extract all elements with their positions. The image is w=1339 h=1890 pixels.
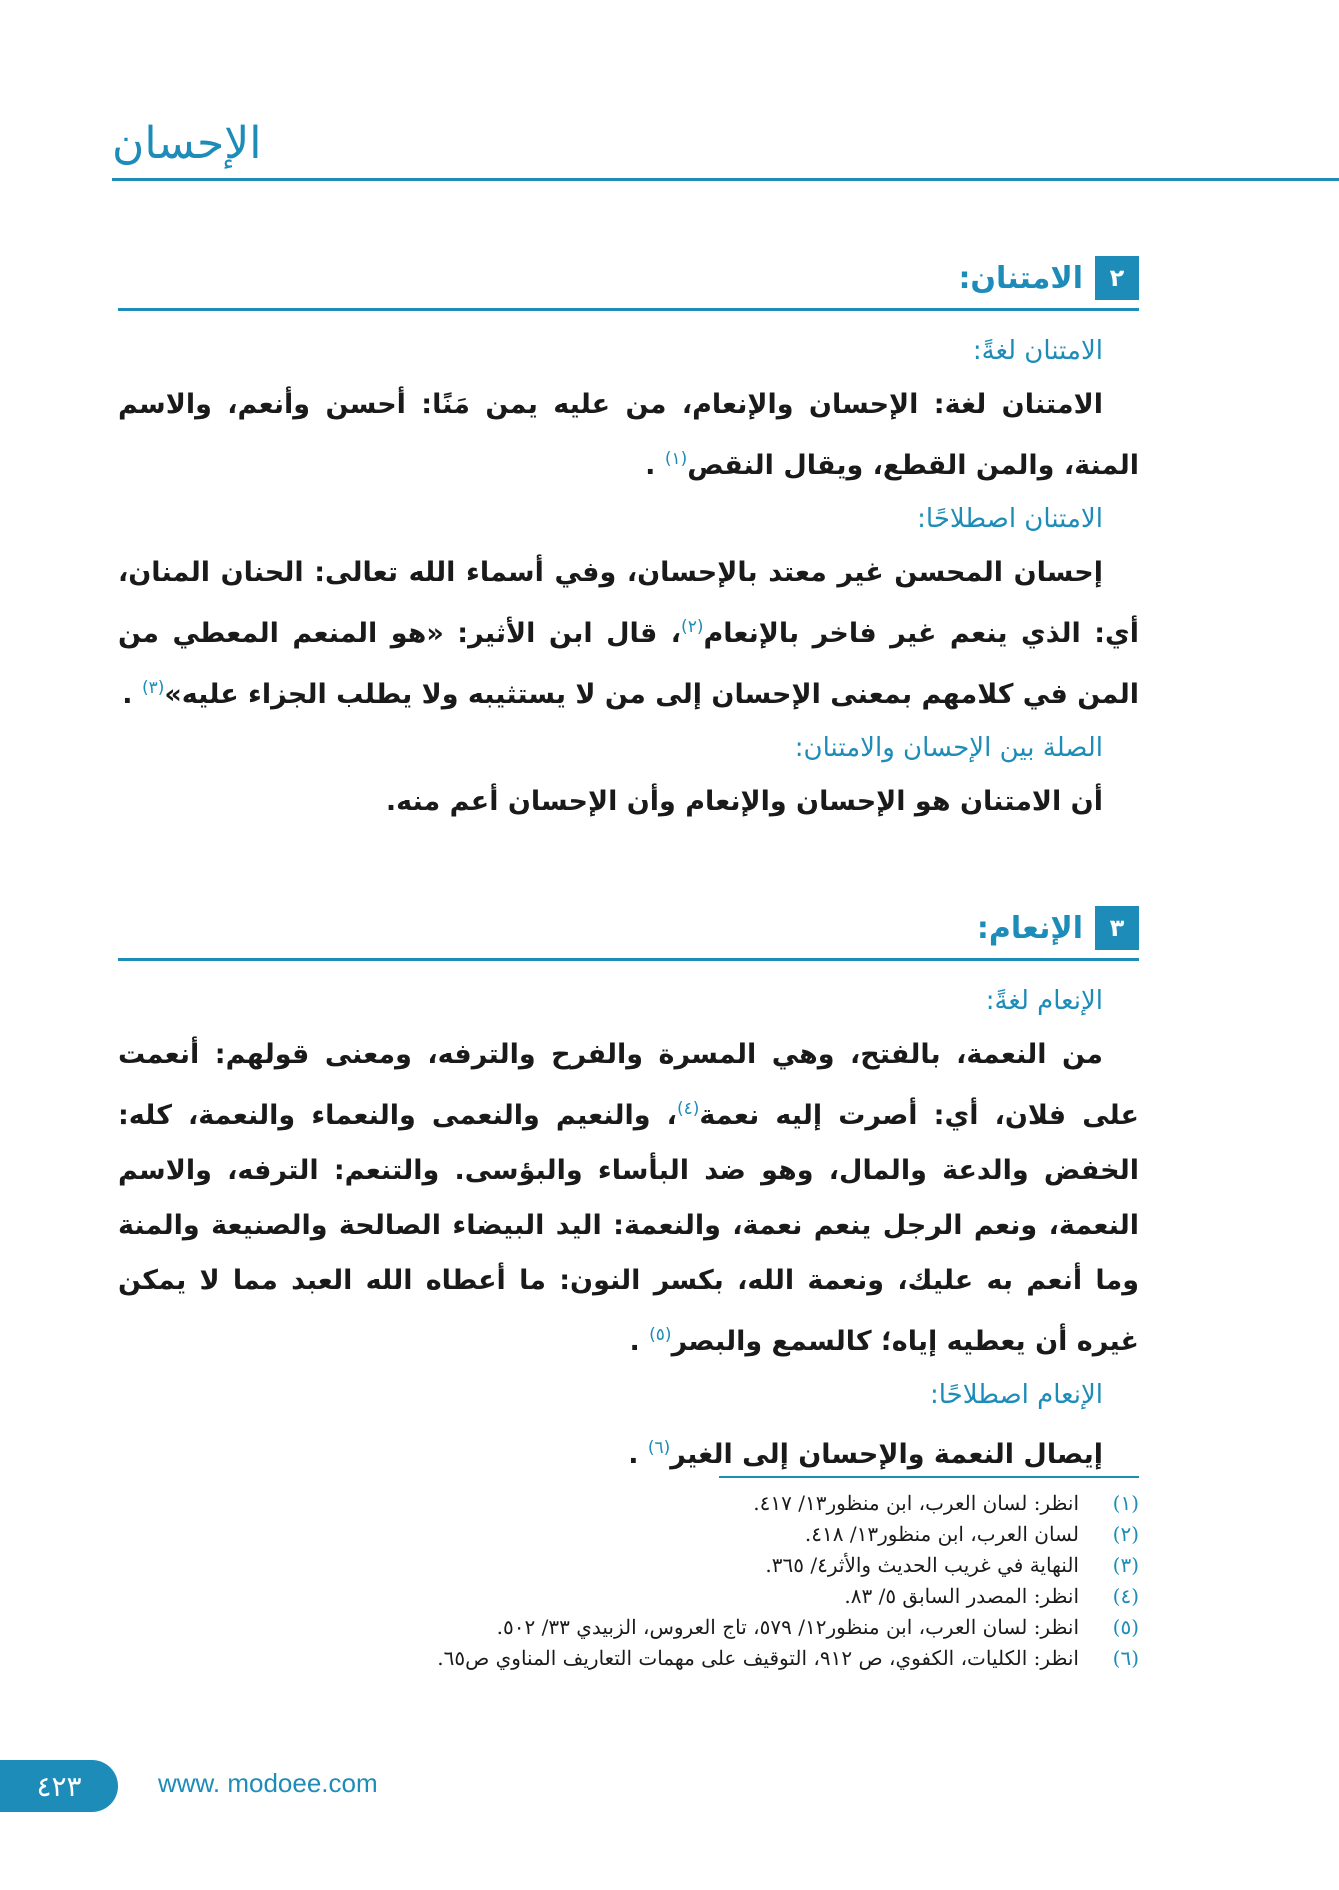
footnote-text: انظر: الكليات، الكفوي، ص ٩١٢، التوقيف على مهمات التعاريف المناوي ص٦٥.: [437, 1646, 1079, 1670]
subheading-relation: الصلة بين الإحسان والامتنان:: [794, 733, 1103, 763]
section-body-inaam: [118, 975, 1139, 1482]
footnote-item: [200, 1581, 1139, 1612]
subheading-term: الإنعام اصطلاحًا:: [929, 1380, 1103, 1410]
paragraph-term: إيصال النعمة والإحسان إلى الغير$^{(٦)}$ .: [628, 1438, 1103, 1470]
footnote-text: انظر: لسان العرب، ابن منظور١٣/ ٤١٧.: [753, 1491, 1079, 1515]
footnote-mark: (٥): [1112, 1615, 1139, 1639]
paragraph-text: ، قال ابن الأثير: «هو المنعم المعطي من المن في كلامهم بمعنى الإحسان إلى من لا يستثيبه ولا يطلب الجزاء عليه»: [118, 618, 1139, 710]
page-title: الإحسان: [112, 118, 262, 169]
footnote-ref-5[interactable]: (٥): [649, 1325, 672, 1345]
footnote-text: انظر: لسان العرب، ابن منظور١٢/ ٥٧٩، تاج العروس، الزبيدي ٣٣/ ٥٠٢.: [496, 1615, 1079, 1639]
section-heading-inaam: [118, 902, 1139, 954]
paragraph-text: إيصال النعمة والإحسان إلى الغير: [670, 1439, 1103, 1470]
footnote-ref-2[interactable]: (٢): [681, 617, 704, 637]
header-divider: [112, 178, 1339, 181]
section-divider: [118, 308, 1139, 311]
section-title: الإنعام:: [976, 910, 1083, 946]
footnotes: [200, 1488, 1139, 1674]
footnote-divider: [719, 1476, 1139, 1478]
subheading-term: الامتنان اصطلاحًا:: [917, 504, 1103, 534]
paragraph-text: إحسان المحسن غير معتد بالإحسان، وفي أسماء الله تعالى: الحنان المنان، أي: الذي ينعم غير فاخر بالإنعام: [118, 557, 1139, 649]
section-title: الامتنان:: [958, 260, 1083, 296]
footnote-item: [200, 1643, 1139, 1674]
footnote-item: [200, 1488, 1139, 1519]
paragraph-lang: من النعمة، بالفتح، وهي المسرة والفرح والترفه، ومعنى قولهم: أنعمت على فلان، أي: أصرت إليه نعمة$^{(٤)}$، والنعيم والنعمى والنعماء والنعمة، كله: الخفض والدعة والمال، وهو ضد البأساء والبؤسى. والتنعم: الترفه، والاسم النعمة، ونعم الرجل ينعم نعمة، والنعمة: اليد البيضاء الصالحة والصنيعة والمنة وما أنعم به عليك، ونعمة الله، بكسر النون: ما أعطاه الله العبد مما لا يمكن غيره أن يعطيه إياه؛ كالسمع والبصر$^{(٥)}$ .: [118, 1039, 1139, 1357]
footnote-ref-1[interactable]: (١): [664, 449, 688, 469]
section-heading-imtinan: [118, 252, 1139, 304]
section-divider: [118, 958, 1139, 961]
footnote-mark: (٣): [1112, 1553, 1139, 1577]
footnote-text: النهاية في غريب الحديث والأثر٤/ ٣٦٥.: [765, 1553, 1079, 1577]
footnote-item: [200, 1612, 1139, 1643]
website-link[interactable]: www. modoee.com: [158, 1768, 378, 1798]
paragraph-relation: أن الامتنان هو الإحسان والإنعام وأن الإحسان أعم منه.: [385, 786, 1103, 817]
footnote-item: [200, 1550, 1139, 1581]
footnote-ref-4[interactable]: (٤): [676, 1099, 700, 1119]
footnote-mark: (٤): [1112, 1584, 1139, 1608]
footnote-item: [200, 1519, 1139, 1550]
paragraph-lang: الامتنان لغة: الإحسان والإنعام، من عليه يمن مَنًا: أحسن وأنعم، والاسم المنة، والمن القطع، ويقال النقص$^{(١)}$ .: [118, 389, 1139, 481]
section-body-imtinan: [118, 325, 1139, 829]
footnote-text: لسان العرب، ابن منظور١٣/ ٤١٨.: [804, 1522, 1079, 1546]
section-number: ٢: [1095, 256, 1139, 300]
footnote-ref-6[interactable]: (٦): [647, 1438, 671, 1458]
subheading-lang: الإنعام لغةً:: [985, 986, 1103, 1016]
footnote-ref-3[interactable]: (٣): [141, 678, 165, 698]
section-number: ٣: [1095, 906, 1139, 950]
subheading-lang: الامتنان لغةً:: [972, 336, 1103, 366]
footnote-mark: (٢): [1112, 1522, 1139, 1546]
paragraph-text: الامتنان لغة: الإحسان والإنعام، من عليه يمن مَنًا: أحسن وأنعم، والاسم المنة، والمن القطع، ويقال النقص: [118, 389, 1139, 481]
page-number: ٤٢٣: [0, 1760, 118, 1812]
paragraph-term: إحسان المحسن غير معتد بالإحسان، وفي أسماء الله تعالى: الحنان المنان، أي: الذي ينعم غير فاخر بالإنعام$^{(٢)}$، قال ابن الأثير: «هو المنعم المعطي من المن في كلامهم بمعنى الإحسان إلى من لا يستثيبه ولا يطلب الجزاء عليه»$^{(٣)}$ .: [118, 557, 1139, 710]
footnote-mark: (١): [1112, 1491, 1139, 1515]
paragraph-text: ، والنعيم والنعمى والنعماء والنعمة، كله: الخفض والدعة والمال، وهو ضد البأساء والبؤسى. والتنعم: الترفه، والاسم النعمة، ونعم الرجل ينعم نعمة، والنعمة: اليد البيضاء الصالحة والصنيعة والمنة وما أنعم به عليك، ونعمة الله، بكسر النون: ما أعطاه الله العبد مما لا يمكن غيره أن يعطيه إياه؛ كالسمع والبصر: [118, 1100, 1139, 1357]
paragraph-text: من النعمة، بالفتح، وهي المسرة والفرح والترفه، ومعنى قولهم: أنعمت على فلان، أي: أصرت إليه نعمة: [118, 1039, 1139, 1131]
footnote-mark: (٦): [1112, 1646, 1139, 1670]
footnote-text: انظر: المصدر السابق ٥/ ٨٣.: [844, 1584, 1079, 1608]
